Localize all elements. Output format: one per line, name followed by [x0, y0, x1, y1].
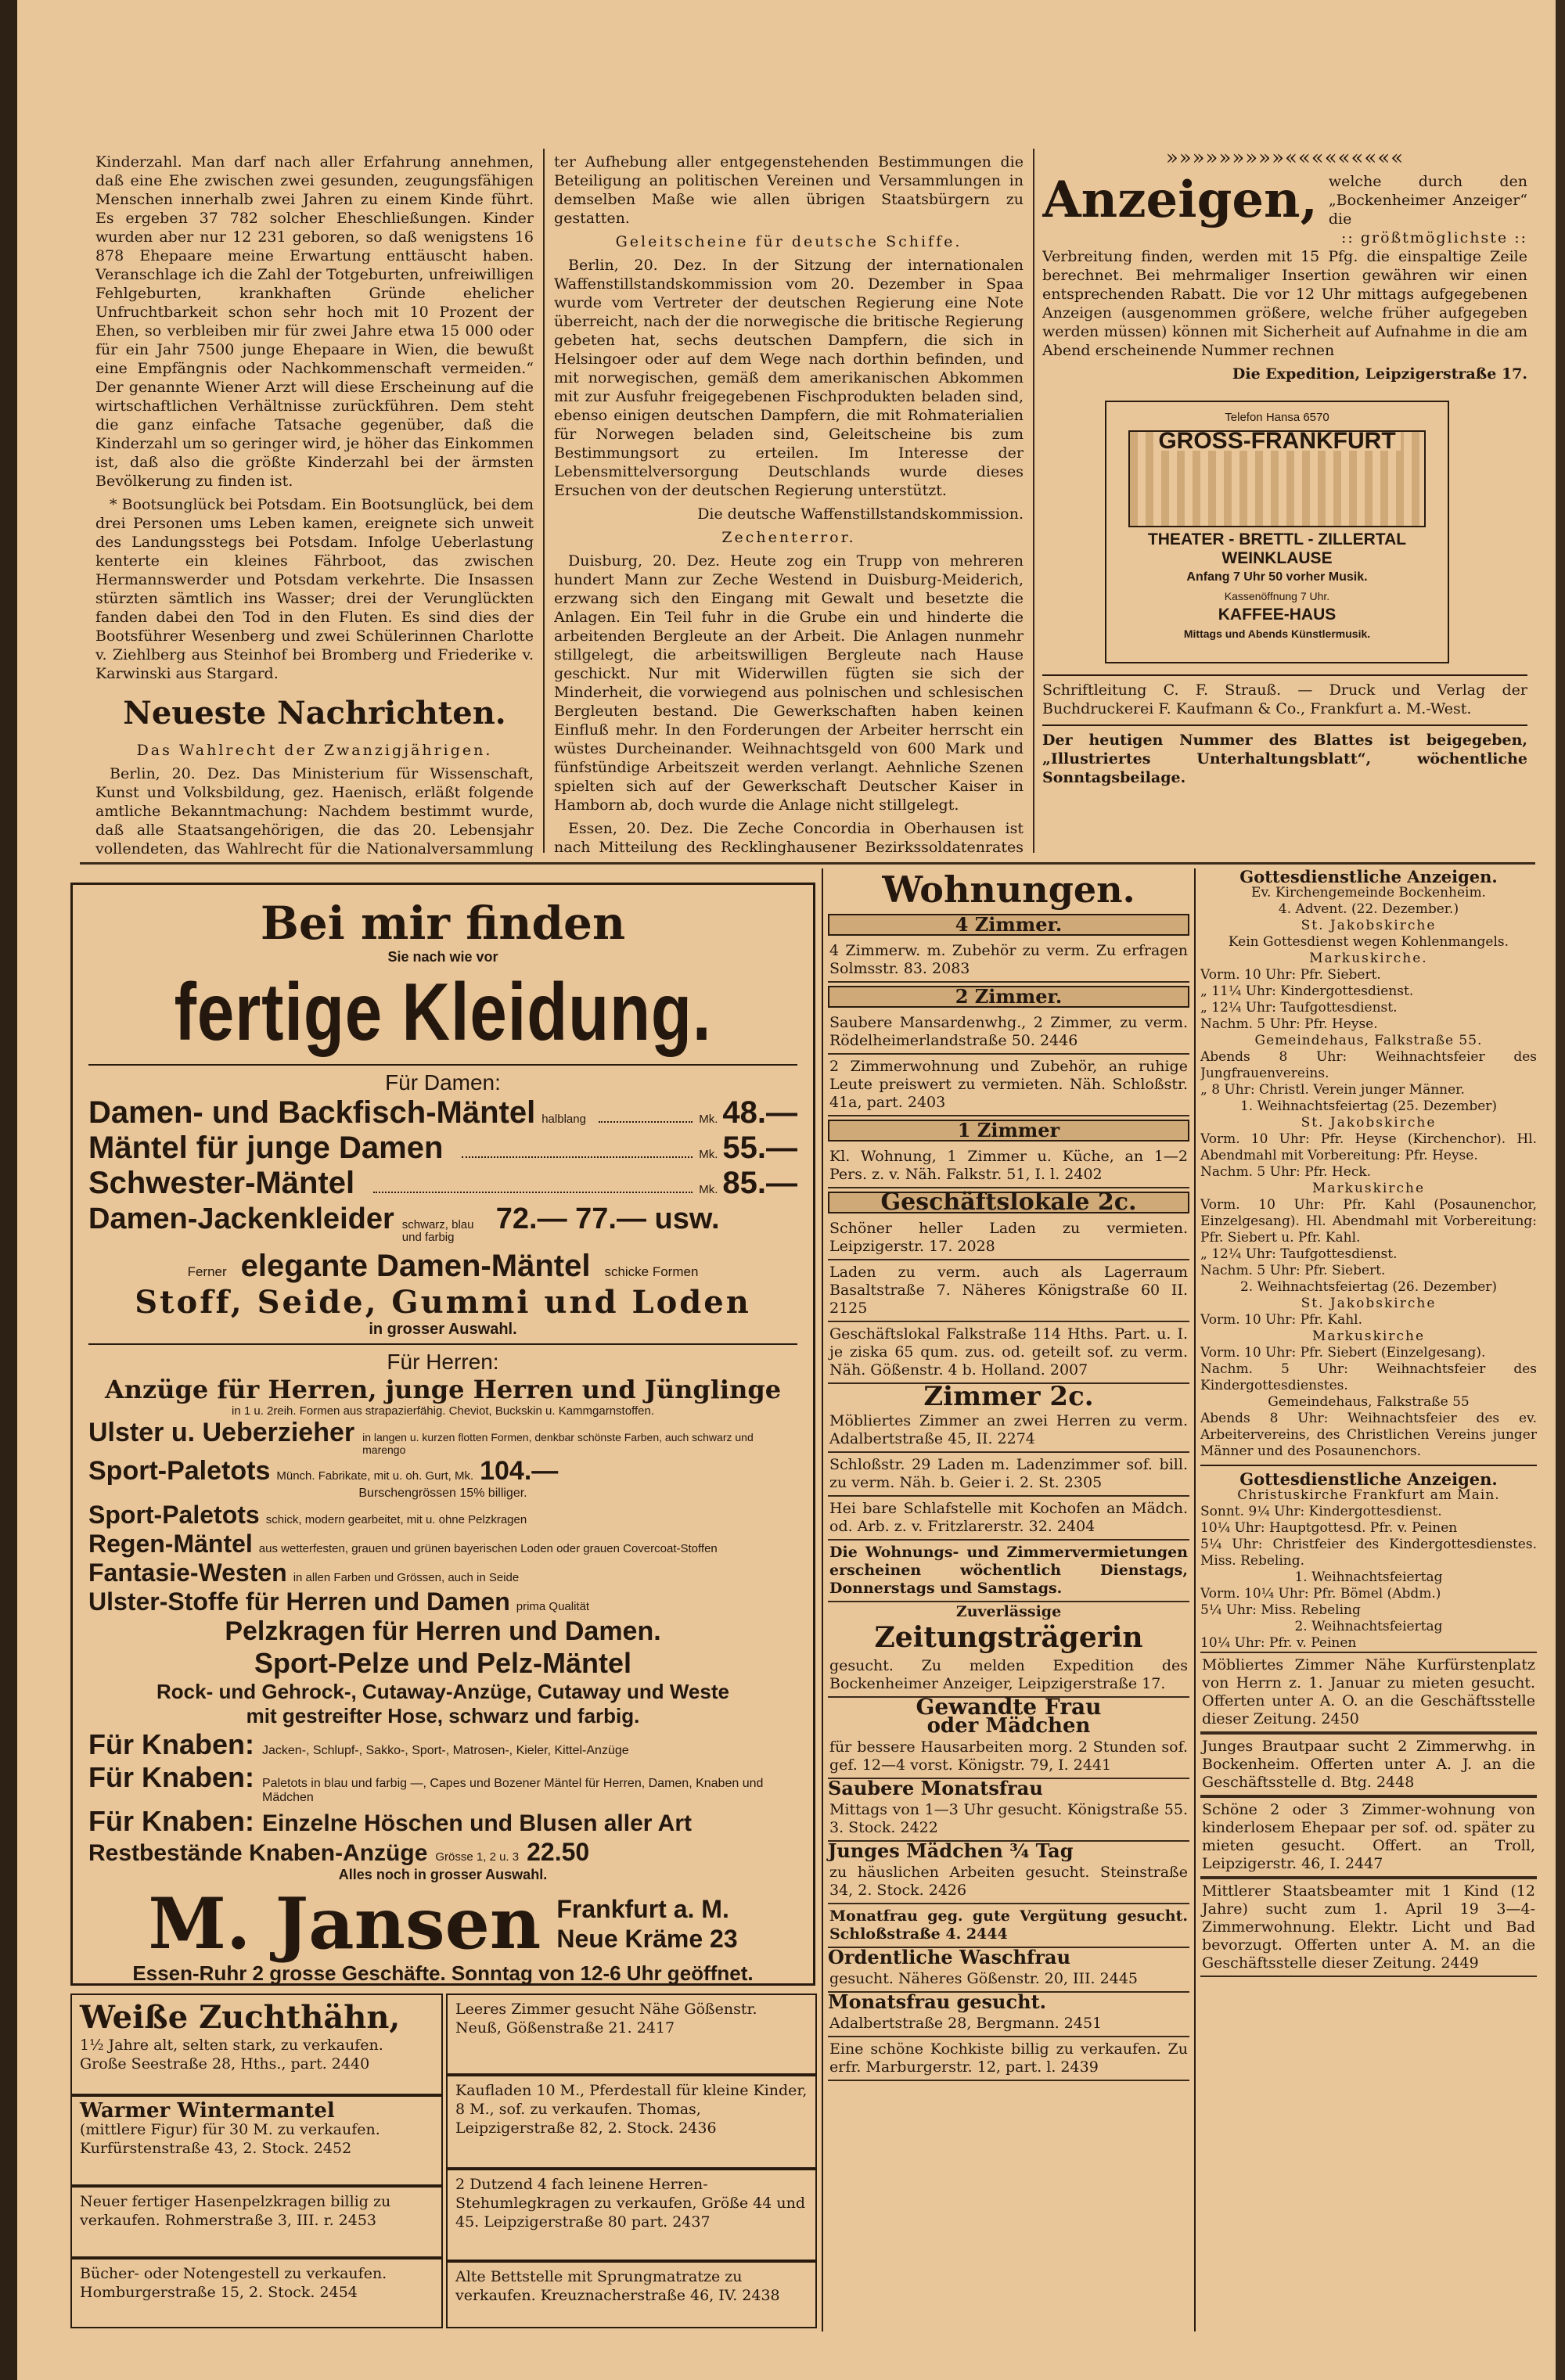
jansen-h3: fertige Kleidung. [174, 967, 712, 1058]
price-unit: Mk. [699, 1113, 718, 1126]
ad-text: Bücher- oder Notengestell zu verkaufen. Homburgerstraße 15, 2. Stock. 2454 [80, 2265, 387, 2301]
schedule-line: Vorm. 10 Uhr: Pfr. Kahl. [1200, 1312, 1362, 1328]
gemeinde-schedule [1200, 1049, 1537, 1098]
anzuege-note: in 1 u. 2reih. Formen aus strapazierfähig. Cheviot, Buckskin u. Kammgarnstoffen. [232, 1404, 654, 1418]
christus-schedule [1200, 1504, 1537, 1569]
ad-junges-maedchen: zu häuslichen Arbeiten gesucht. Steinstraße 34, 2. Stock. 2426 [828, 1860, 1189, 1904]
jakobskirche: St. Jakobskirche [1301, 918, 1437, 933]
hose-line: mit gestreifter Hose, schwarz und farbig. [246, 1704, 640, 1727]
classified-ad: Mittlerer Staatsbeamter mit 1 Kind (12 Jahre) sucht zum 1. April 19 3—4-Zimmerwohnung. Elektr. Licht und Bad bevorzugt. Offerten unter A. M. an die Geschäftsstelle dieser Zeitung. 2449 [1200, 1878, 1537, 1977]
knaben2-note: Paletots in blau und farbig —, Capes und Bozener Mäntel für Herren, Damen, Knaben und Mädchen [262, 1777, 764, 1804]
jansen-name: M. Jansen [148, 1882, 541, 1965]
category-geschaeftslokale: Geschäftslokale 2c. [828, 1192, 1189, 1213]
ad-zuchthaehn [70, 1994, 443, 2095]
subhead-zechenterror: Zechenterror. [721, 529, 856, 546]
price-item-name: Schwester-Mäntel [88, 1166, 355, 1200]
column-divider [1033, 149, 1034, 853]
price-value: 85.— [722, 1166, 797, 1200]
schedule-line: Abends 8 Uhr: Weihnachtsfeier des ev. Arbeitervereins, des Christlichen Vereins junger Männer und des Posaunenchors. [1200, 1411, 1537, 1459]
anzeigen-title: Anzeigen, [1042, 171, 1318, 229]
stoff-line: Stoff, Seide, Gummi und Loden [135, 1284, 751, 1321]
rest-note: Grösse 1, 2 u. 3 [435, 1850, 520, 1864]
ferner-label: Ferner [187, 1264, 227, 1279]
ad-text: Neuer fertiger Hasenpelzkragen billig zu verkaufen. Rohmerstraße 3, III. r. 2453 [80, 2193, 391, 2229]
category-2-zimmer: 2 Zimmer. [828, 986, 1189, 1008]
ad-leeres-zimmer [446, 1994, 817, 2075]
newspaper-page [17, 0, 1556, 2380]
theater-line6: Mittags und Abends Künstlermusik. [1183, 627, 1371, 640]
article-kinderzahl: Kinderzahl. Man darf nach aller Erfahrung annehmen, daß eine Ehe zwischen zwei gesunden, zeugungsfähigen Menschen innerhalb zwei Jahren zu einem Kinde führt. Es ergeben 37 782 solcher Eheschließungen. Kinder wurden aber nur 12 231 geboren, so daß wenigstens 16 878 Ehepaare meine Erwartung enttäuscht haben. Veranschlage ich die Zahl der Totgeburten, unfreiwilligen Fehlgeburten, krankhaften Gründe ehelicher Unfruchtbarkeit schon sehr hoch mit 10 Prozent der Ehen, so verbleiben mir für zwei Jahre etwa 15 000 oder für ein Jahr 7500 junge Ehepaare in Wien, die bewußt eine Empfängnis oder Nachkommenschaft vermeiden.“ Der genannte Wiener Arzt will diese Erscheinung auf die wirtschaftlichen Verhältnisse zurückführen. Dem steht die ganz einfache Tatsache gegenüber, daß die Kinderzahl um so geringer wird, je höher das Einkommen ist, daß also die größte Kinderzahl bei der ärmsten Bevölkerung zu finden ist. [95, 153, 534, 490]
ad-wohnung: Kl. Wohnung, 1 Zimmer u. Küche, an 1—2 Pers. z. v. Näh. Falkstr. 51, I. l. 2402 [828, 1145, 1189, 1188]
category-zimmer: Zimmer 2c. [923, 1381, 1094, 1412]
rock-line: Rock- und Gehrock-, Cutaway-Anzüge, Cutaway und Weste [156, 1680, 729, 1703]
jacken-name: Damen-Jackenkleider [88, 1203, 394, 1235]
sport2-note: schick, modern gearbeitet, mit u. ohne Pelzkragen [265, 1513, 527, 1526]
schedule-line: „ 11¼ Uhr: Kindergottesdienst. [1200, 983, 1414, 999]
ad-wohnung: Saubere Mansardenwhg., 2 Zimmer, zu verm. Rödelheimerlandstraße 50. 2446 [828, 1011, 1189, 1055]
herren-heading: Für Herren: [387, 1350, 499, 1374]
markuskirche: Markuskirche. [1309, 951, 1428, 966]
ulster-label: Ulster u. Ueberzieher [88, 1418, 355, 1447]
schedule-line: Vorm. 10 Uhr: Pfr. Heyse (Kirchenchor). Hl. Abendmahl mit Vorbereitung: Pfr. Heyse. [1200, 1131, 1537, 1163]
horizontal-rule [80, 862, 1535, 865]
price-unit: Mk. [699, 1148, 718, 1161]
article-bootsunglueck: * Bootsunglück bei Potsdam. Ein Bootsunglück, bei dem drei Personen ums Leben kamen, ereignete sich unweit des Landungsstegs bei Potsdam. Infolge Ueberlastung kenterte ein kleines Fährboot, das zwischen Hermannswerder und Potsdam verkehrte. Die Insassen stürzten sämtlich ins Wasser; drei der Verunglückten fanden dabei den Tod in den Fluten. Es sind dies der Bootsführer Wesenberg und zwei Schülerinnen Charlotte v. Ziehlberg aus Steinhof bei Bromberg und Friederike v. Karwinski aus Stargard. [95, 496, 534, 682]
beilage-note: Der heutigen Nummer des Blattes ist beigegeben, „Illustriertes Unterhaltungsblatt“, wöchentliche Sonntagsbeilage. [1042, 724, 1527, 787]
damen-heading: Für Damen: [385, 1070, 501, 1095]
schedule-line: Vorm. 10 Uhr: Pfr. Kahl (Posaunenchor, Einzelgesang). Hl. Abendmahl mit Vorbereitung: Pfr. Siebert u. Pfr. Kahl. [1200, 1197, 1537, 1246]
schedule-line: 5¼ Uhr: Miss. Rebeling [1200, 1602, 1361, 1618]
schedule-line: 10¼ Uhr: Hauptgottesd. Pfr. v. Peinen [1200, 1520, 1458, 1536]
theater-line5: KAFFEE-HAUS [1218, 606, 1337, 624]
christus-w1: 1. Weihnachtsfeiertag [1294, 1569, 1443, 1585]
sport-label: Sport-Paletots [88, 1456, 271, 1486]
schedule-line: Nachm. 5 Uhr: Pfr. Heck. [1200, 1164, 1372, 1180]
ad-gewandte-frau: für bessere Hausarbeiten morg. 2 Stunden sof. gef. 12—4 vorst. Königstr. 79, I. 2441 [828, 1735, 1189, 1779]
ad-title: Weiße Zuchthähn, [80, 1999, 401, 2036]
jansen-city: Frankfurt a. M. [556, 1895, 729, 1923]
gemeindehaus2: Gemeindehaus, Falkstraße 55 [1268, 1394, 1470, 1410]
ad-text: Leeres Zimmer gesucht Nähe Gößenstr. Neuß, Gößenstraße 21. 2417 [455, 2001, 757, 2037]
ad-title: Warmer Wintermantel [80, 2099, 335, 2123]
price-row [88, 1131, 797, 1166]
ad-zeitungstraegerin: gesucht. Zu melden Expedition des Bockenheimer Anzeiger, Leipzigerstraße 17. [828, 1654, 1189, 1698]
column-divider [543, 149, 545, 853]
ad-laden: Laden zu verm. auch als Lagerraum Basaltstraße 7. Näheres Königstraße 60 II. 2125 [828, 1260, 1189, 1322]
fantasie-label: Fantasie-Westen [88, 1559, 287, 1587]
jacken-price: 72.— 77.— usw. [495, 1203, 720, 1235]
price-item-note: halblang [541, 1113, 586, 1126]
schedule-line: Nachm. 5 Uhr: Pfr. Siebert. [1200, 1263, 1386, 1278]
theater-building-image [1128, 430, 1426, 527]
category-1-zimmer: 1 Zimmer [828, 1120, 1189, 1141]
schedule-line: Abends 8 Uhr: Weihnachtsfeier des Jungfrauenvereins. [1200, 1049, 1537, 1081]
christus-w2-schedule [1200, 1635, 1537, 1652]
markus3-schedule [1200, 1345, 1537, 1394]
subhead-geleitscheine: Geleitscheine für deutsche Schiffe. [615, 233, 962, 250]
dot-leader [462, 1156, 693, 1158]
monatsfrau2-title: Monatsfrau gesucht. [828, 1990, 1047, 2013]
ad-wintermantel [70, 2095, 443, 2186]
signature-kommission: Die deutsche Waffenstillstandskommission. [697, 505, 1024, 523]
subhead-wahlrecht: Das Wahlrecht der Zwanzigjährigen. [136, 742, 493, 759]
article-column-1 [95, 153, 534, 857]
pelzkragen-line: Pelzkragen für Herren und Damen. [225, 1616, 661, 1646]
fantasie-note: in allen Farben und Grössen, auch in Seide [293, 1571, 520, 1584]
knaben2-label: Für Knaben: [88, 1761, 254, 1793]
prima-note: prima Qualität [516, 1600, 590, 1613]
sport-note: Münch. Fabrikate, mit u. oh. Gurt, Mk. [276, 1469, 474, 1483]
anzeigen-intro: welche durch den „Bockenheimer Anzeiger“ die [1328, 173, 1527, 228]
ad-text: 2 Dutzend 4 fach leinene Herren-Stehumlegkragen zu verkaufen, Größe 44 und 45. Leipzigerstraße 80 part. 2437 [455, 2176, 806, 2231]
jakob2-schedule [1200, 1131, 1537, 1181]
classified-ad: Möbliertes Zimmer Nähe Kurfürstenplatz von Herrn z. 1. Januar zu mieten gesucht. Offerten unter A. O. an die Geschäftsstelle dieser Zeitung. 2450 [1200, 1652, 1537, 1733]
ad-text: 1½ Jahre alt, selten stark, zu verkaufen. Große Seestraße 28, Hths., part. 2440 [80, 2037, 383, 2073]
article-cont: ter Aufhebung aller entgegenstehenden Bestimmungen die Beteiligung an politischen Vereinen und Versammlungen in demselben Maße wie allen übrigen Staatsbürgern zu gestatten. [554, 153, 1024, 227]
ad-zimmer: Schloßstr. 29 Laden m. Ladenzimmer sof. bill. zu verm. Näh. b. Geier i. 2. St. 2305 [828, 1453, 1189, 1497]
jansen-h1: Bei mir finden [260, 897, 626, 950]
dot-leader [599, 1121, 693, 1123]
ad-monatsfrau: Mittags von 1—3 Uhr gesucht. Königstraße 55. 3. Stock. 2422 [828, 1798, 1189, 1842]
theater-telefon: Telefon Hansa 6570 [1225, 411, 1329, 424]
sport-price: 104.— [480, 1456, 559, 1486]
theater-line4: Kassenöffnung 7 Uhr. [1224, 590, 1330, 602]
essen-line: Essen-Ruhr 2 grosse Geschäfte. Sonntag von 12-6 Uhr geöffnet. [132, 1961, 754, 1985]
article-duisburg: Duisburg, 20. Dez. Heute zog ein Trupp von mehreren hundert Mann zur Zeche Westend in Duisburg-Meiderich, erzwang sich den Eingang mit Gewalt und besetzte die Anlagen. Ein Teil fuhr in die Grube ein und hinderte die arbeitenden Bergleute an der Arbeit. Die Anlagen nunmehr stillgelegt, die arbeitswilligen Bergleute nach Hause geschickt. Nur mit Widerwillen fügten sie sich der Minderheit, die vorwiegend aus polnischen und schlesischen Bergleuten bestand. Die Gewerkschaften haben keinen Einfluß mehr. In den Forderungen der Arbeiter herrscht ein wüstes Durcheinander. Weihnachtsgeld von 600 Mark und fünfstündige Arbeitszeit werden verlangt. Aehnliche Szenen spielten sich auf der Gewerkschaft Deutscher Kaiser in Hamborn ab, doch wurde die Anlage nicht stillgelegt. [554, 552, 1024, 814]
knaben3-text: Einzelne Höschen und Blusen aller Art [262, 1810, 692, 1836]
schedule-line: „ 12¼ Uhr: Taufgottesdienst. [1200, 1000, 1398, 1016]
gemeinde2-schedule [1200, 1411, 1537, 1460]
elegante-label: elegante Damen-Mäntel [240, 1249, 591, 1283]
markus-schedule [1200, 967, 1537, 1033]
ad-waschfrau: gesucht. Näheres Gößenstr. 20, III. 2445 [828, 1967, 1189, 1993]
schedule-line: Nachm. 5 Uhr: Weihnachtsfeier des Kindergottesdienstes. [1200, 1361, 1537, 1393]
ad-wohnung: 2 Zimmerwohnung und Zubehör, an ruhige Leute preiswert zu vermieten. Näh. Schloßstr. 41a, part. 2403 [828, 1055, 1189, 1116]
regen-note: aus wetterfesten, grauen und grünen bayerischen Loden oder grauen Covercoat-Stoffen [258, 1542, 718, 1555]
ad-bettstelle [446, 2261, 817, 2328]
ad-zimmer: Möbliertes Zimmer an zwei Herren zu verm. Adalbertstraße 45, II. 2274 [828, 1409, 1189, 1453]
expedition-sign: Die Expedition, Leipzigerstraße 17. [1232, 365, 1527, 383]
jakobskirche2: St. Jakobskirche [1301, 1115, 1437, 1131]
jakob3-schedule [1200, 1312, 1537, 1328]
price-item-name: Damen- und Backfisch-Mäntel [88, 1095, 536, 1130]
rest-label: Restbestände Knaben-Anzüge [88, 1840, 428, 1866]
kein-gottesdienst: Kein Gottesdienst wegen Kohlenmangels. [1228, 934, 1509, 950]
gottes-heading2: Gottesdienstliche Anzeigen. [1239, 1469, 1498, 1489]
article-column-2 [554, 153, 1024, 857]
wohnungen-heading: Wohnungen. [882, 868, 1135, 911]
jansen-ad [70, 883, 815, 1986]
gottes-ads [1200, 1652, 1537, 1977]
markuskirche2: Markuskirche [1311, 1181, 1426, 1196]
anzeigen-text: Verbreitung finden, werden mit 15 Pfg. die einspaltige Zeile berechnet. Bei mehrmaliger Insertion gewähren wir einen entsprechenden Rabatt. Die vor 12 Uhr mittags aufgegebenen Anzeigen (ausgenommen größere, welche früher aufgegeben werden müssen) können mit Sicherheit auf Aufnahme in die am Abend erscheinende Nummer rechnen [1042, 248, 1527, 359]
theater-ad [1105, 401, 1449, 663]
book-binding [0, 0, 17, 2380]
schedule-line: „ 8 Uhr: Christl. Verein junger Männer. [1200, 1082, 1465, 1098]
gottesdienst-column [1200, 868, 1537, 2331]
article-geleitscheine: Berlin, 20. Dez. In der Sitzung der internationalen Waffenstillstandskommission vom 20. Dezember in Spaa wurde vom Vertreter der deutschen Regierung eine Note überreicht, nach der die norwegische die britische Regierung gebeten hat, sechs deutschen Dampfern, die sich in Helsingoer oder auf dem Wege nach dorthin befinden, und mit norwegischen, gemäß dem amerikanischen Abkommen mit zur Ausfuhr freigegebenen Fischprodukten beladen sind, ebenso einigen deutschen Dampfern, die mit Rohmaterialien für Norwegen beladen sind, Geleitscheine bis zum Bestimmungsort zu erteilen. Im Interesse der Lebensmittelversorgung Deutschlands wurde dieses Ersuchen von der deutschen Regierung unterstützt. [554, 257, 1024, 499]
price-row [88, 1166, 797, 1201]
price-value: 48.— [722, 1095, 797, 1130]
classified-ad: Schöne 2 oder 3 Zimmer-wohnung von kinderlosem Ehepaar per sof. od. später zu mieten gesucht. Offert. an Troll, Leipzigerstr. 46, I. 2447 [1200, 1796, 1537, 1878]
schicke-label: schicke Formen [604, 1264, 699, 1279]
price-unit: Mk. [699, 1183, 718, 1196]
article-wahlrecht: Berlin, 20. Dez. Das Ministerium für Wissenschaft, Kunst und Volksbildung, gez. Haenisch, erläßt folgende amtliche Bekanntmachung: Nachdem bestimmt wurde, daß alle Staatsangehörigen, die das 20. Lebensjahr vollendeten, das Wahlrecht für die Nationalversammlung [95, 765, 534, 857]
groesst-text: :: größtmöglichste :: [1341, 229, 1527, 246]
schedule-line: 5¼ Uhr: Christfeier des Kindergottesdienstes. Miss. Rebeling. [1200, 1537, 1537, 1569]
weihnacht2: 2. Weihnachtsfeiertag (26. Dezember) [1239, 1279, 1498, 1295]
zuverlaessige: Zuverlässige [955, 1603, 1062, 1620]
schedule-line: Vorm. 10 Uhr: Pfr. Siebert. [1200, 967, 1381, 983]
jansen-street: Neue Kräme 23 [556, 1925, 738, 1953]
christuskirche: Christuskirche Frankfurt am Main. [1237, 1487, 1500, 1503]
schedule-line: Nachm. 5 Uhr: Pfr. Heyse. [1200, 1016, 1378, 1032]
ad-wohnung: 4 Zimmerw. m. Zubehör zu verm. Zu erfragen Solmsstr. 83. 2083 [828, 939, 1189, 983]
wohnungen-column [822, 868, 1196, 2331]
article-essen: Essen, 20. Dez. Die Zeche Concordia in Oberhausen ist nach Mitteilung des Recklinghausener Bezirkssoldatenrates [554, 820, 1024, 856]
rest-price: 22.50 [527, 1838, 590, 1866]
ad-kochkiste: Eine schöne Kochkiste billig zu verkaufen. Zu erfr. Marburgerstr. 12, part. l. 2439 [828, 2037, 1189, 2081]
oder-maedchen: oder Mädchen [926, 1714, 1091, 1738]
regen-label: Regen-Mäntel [88, 1530, 253, 1558]
theater-name: GROSS-FRANKFURT [1153, 432, 1400, 451]
theater-line2: WEINKLAUSE [1221, 549, 1333, 567]
sport2-label: Sport-Paletots [88, 1501, 260, 1529]
price-row [88, 1095, 797, 1131]
ad-herrenkragen [446, 2169, 817, 2261]
alles-line: Alles noch in grosser Auswahl. [338, 1867, 548, 1882]
price-item-name: Mäntel für junge Damen [88, 1131, 444, 1165]
gottes-sub: Ev. Kirchengemeinde Bockenheim. [1251, 885, 1486, 901]
ulsterstoffe-label: Ulster-Stoffe für Herren und Damen [88, 1587, 510, 1616]
damen-price-list [88, 1095, 797, 1201]
schedule-line: Vorm. 10¼ Uhr: Pfr. Bömel (Abdm.) [1200, 1586, 1441, 1602]
category-4-zimmer: 4 Zimmer. [828, 914, 1189, 936]
waschfrau-title: Ordentliche Waschfrau [828, 1946, 1071, 1968]
weihnacht1: 1. Weihnachtsfeiertag (25. Dezember) [1239, 1098, 1498, 1114]
imprint: Schriftleitung C. F. Strauß. — Druck und Verlag der Buchdruckerei F. Kaufmann & Co., Frankfurt a. M.-West. [1042, 674, 1527, 718]
knaben1-label: Für Knaben: [88, 1728, 254, 1760]
zeitungstraegerin: Zeitungsträgerin [874, 1621, 1143, 1654]
knaben1-note: Jacken-, Schlupf-, Sakko-, Sport-, Matrosen-, Kieler, Kittel-Anzüge [262, 1744, 629, 1757]
monatsfrau-title: Saubere Monatsfrau [828, 1777, 1043, 1799]
jakobskirche3: St. Jakobskirche [1301, 1296, 1437, 1311]
sportpelze-line: Sport-Pelze und Pelz-Mäntel [254, 1647, 632, 1679]
schedule-line: 10¼ Uhr: Pfr. v. Peinen [1200, 1635, 1357, 1651]
auswahl-line: in grosser Auswahl. [369, 1321, 517, 1338]
ad-laden: Geschäftslokal Falkstraße 114 Hths. Part. u. I. je ziska 65 qum. zus. od. geteilt sof. zu verm. Näh. Gößenstr. 4 b. Holland. 2007 [828, 1322, 1189, 1384]
ad-zimmer: Hei bare Schlafstelle mit Kochofen an Mädch. od. Arb. z. v. Fritzlarerstr. 32. 2404 [828, 1497, 1189, 1541]
gewandte-frau: Gewandte Frau [916, 1694, 1102, 1720]
schedule-line: Vorm. 10 Uhr: Pfr. Siebert (Einzelgesang). [1200, 1345, 1486, 1361]
ad-text: Kaufladen 10 M., Pferdestall für kleine Kinder, 8 M., sof. zu verkaufen. Thomas, Leipzigerstraße 82, 2. Stock. 2436 [455, 2082, 808, 2137]
jacken-row [88, 1203, 797, 1244]
schedule-line: „ 12¼ Uhr: Taufgottesdienst. [1200, 1246, 1398, 1262]
ad-monatfrau: Monatfrau geg. gute Vergütung gesucht. Schloßstraße 4. 2444 [828, 1904, 1189, 1948]
markuskirche3: Markuskirche [1311, 1328, 1426, 1344]
notice-vermietungen: Die Wohnungs- und Zimmervermietungen erscheinen wöchentlich Dienstags, Donnerstags und Samstags. [828, 1541, 1189, 1602]
ad-kaufladen [446, 2075, 817, 2169]
ad-text: Alte Bettstelle mit Sprungmatratze zu verkaufen. Kreuznacherstraße 46, IV. 2438 [455, 2268, 780, 2304]
gottes-advent: 4. Advent. (22. Dezember.) [1278, 901, 1459, 917]
theater-line1: THEATER - BRETTL - ZILLERTAL [1147, 530, 1407, 548]
junges-maedchen-title: Junges Mädchen ¾ Tag [828, 1839, 1074, 1862]
jacken-note: schwarz, blau und farbig [401, 1218, 474, 1244]
gemeindehaus: Gemeindehaus, Falkstraße 55. [1254, 1033, 1483, 1048]
ulster-note: in langen u. kurzen flotten Formen, denkbar schönste Farben, auch schwarz und marengo [362, 1431, 754, 1456]
ornament-border: »»»»»»»»»««««««««« [1165, 149, 1405, 170]
anzeigen-column [1042, 149, 1527, 861]
knaben3-label: Für Knaben: [88, 1805, 254, 1837]
heading-neueste-nachrichten: Neueste Nachrichten. [123, 695, 506, 732]
classified-ad: Junges Brautpaar sucht 2 Zimmerwhg. in Bockenheim. Offerten unter A. J. an die Geschäftsstelle d. Btg. 2448 [1200, 1733, 1537, 1796]
gottes-heading: Gottesdienstliche Anzeigen. [1239, 868, 1498, 886]
price-value: 55.— [722, 1131, 797, 1165]
ad-buecher [70, 2258, 443, 2328]
ad-text: (mittlere Figur) für 30 M. zu verkaufen. Kurfürstenstraße 43, 2. Stock. 2452 [80, 2121, 380, 2157]
anzuege-line: Anzüge für Herren, junge Herren und Jünglinge [104, 1375, 782, 1404]
christus-w2: 2. Weihnachtsfeiertag [1294, 1619, 1443, 1634]
christus-w1-schedule [1200, 1586, 1537, 1619]
ad-hasenpelz [70, 2186, 443, 2258]
schedule-line: Sonnt. 9¼ Uhr: Kindergottesdienst. [1200, 1504, 1442, 1519]
ad-laden: Schöner heller Laden zu vermieten. Leipzigerstr. 17. 2028 [828, 1217, 1189, 1260]
markus2-schedule [1200, 1197, 1537, 1279]
jansen-h2: Sie nach wie vor [387, 949, 498, 965]
ad-monatsfrau2: Adalbertstraße 28, Bergmann. 2451 [828, 2011, 1189, 2037]
burschen-note: Burschengrössen 15% billiger. [358, 1487, 527, 1500]
theater-line3: Anfang 7 Uhr 50 vorher Musik. [1186, 570, 1368, 584]
dot-leader [373, 1192, 693, 1193]
